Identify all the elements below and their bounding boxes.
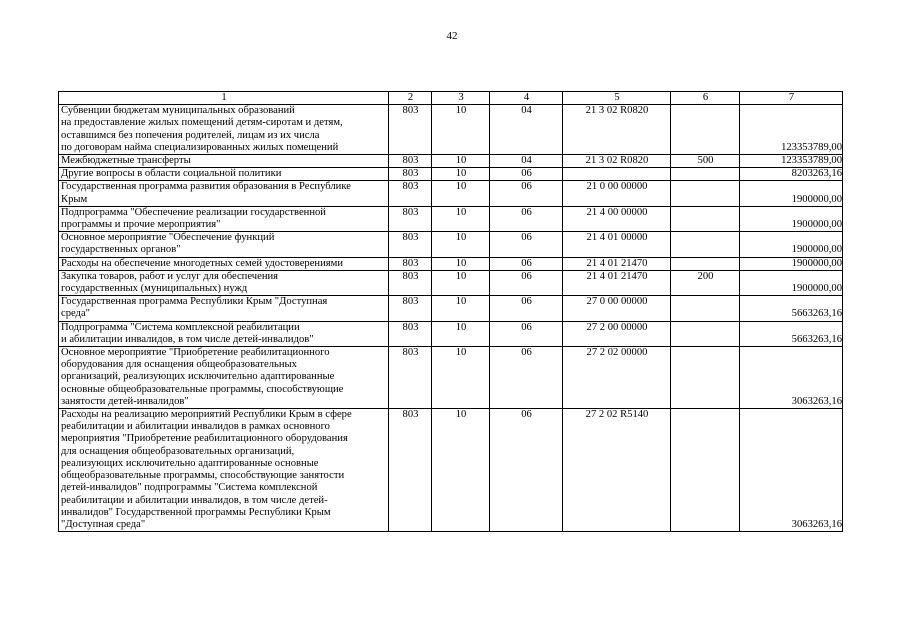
column-header: 4 (490, 92, 563, 105)
ministry-code-cell: 803 (389, 409, 432, 532)
description-cell: Расходы на реализацию мероприятий Республики Крым в сфере реабилитации и абилитации инвалидов в рамках основного мероприятия "Приобретение реабилитационного оборудования для оснащения общеобразовательных организаций, реализующих исключительно адаптированные основные общеобразовательные программы, способствующие занятости детей-инвалидов" подпрограммы "Система комплексной реабилитации и абилитации инвалидов, в том числе детей- инвалидов" Государственной программы Республики Крым "Доступная среда" (59, 409, 389, 532)
amount-cell: 5663263,16 (740, 296, 843, 321)
subsection-code-cell: 06 (490, 232, 563, 257)
target-article-cell: 21 3 02 R0820 (563, 105, 671, 155)
column-header: 3 (432, 92, 490, 105)
budget-table (58, 91, 843, 532)
column-header: 6 (671, 92, 740, 105)
section-code-cell: 10 (432, 270, 490, 295)
table-header-row (59, 92, 843, 105)
description-cell: Основное мероприятие "Обеспечение функций государственных органов" (59, 232, 389, 257)
amount-cell: 5663263,16 (740, 321, 843, 346)
subsection-code-cell: 04 (490, 105, 563, 155)
target-article-cell: 21 4 01 21470 (563, 270, 671, 295)
table-row (59, 347, 843, 409)
target-article-cell: 21 4 00 00000 (563, 206, 671, 231)
ministry-code-cell: 803 (389, 181, 432, 206)
description-cell: Подпрограмма "Обеспечение реализации государственной программы и прочие мероприятия" (59, 206, 389, 231)
target-article-cell: 27 2 02 00000 (563, 347, 671, 409)
section-code-cell: 10 (432, 321, 490, 346)
expense-type-cell (671, 347, 740, 409)
subsection-code-cell: 06 (490, 181, 563, 206)
expense-type-cell (671, 232, 740, 257)
expense-type-cell (671, 321, 740, 346)
section-code-cell: 10 (432, 181, 490, 206)
target-article-cell: 21 0 00 00000 (563, 181, 671, 206)
target-article-cell: 27 2 02 R5140 (563, 409, 671, 532)
table-row (59, 181, 843, 206)
table-row (59, 270, 843, 295)
expense-type-cell (671, 409, 740, 532)
ministry-code-cell: 803 (389, 168, 432, 181)
subsection-code-cell: 06 (490, 270, 563, 295)
table-row (59, 206, 843, 231)
amount-cell: 1900000,00 (740, 257, 843, 270)
table-row (59, 232, 843, 257)
description-cell: Субвенции бюджетам муниципальных образований на предоставление жилых помещений детям-сиротам и детям, оставшимся без попечения родителей, лицам из их числа по договорам найма специализированных жилых помещений (59, 105, 389, 155)
amount-cell: 1900000,00 (740, 232, 843, 257)
subsection-code-cell: 04 (490, 155, 563, 168)
expense-type-cell: 500 (671, 155, 740, 168)
ministry-code-cell: 803 (389, 232, 432, 257)
target-article-cell: 21 4 01 21470 (563, 257, 671, 270)
description-cell: Другие вопросы в области социальной политики (59, 168, 389, 181)
section-code-cell: 10 (432, 105, 490, 155)
subsection-code-cell: 06 (490, 347, 563, 409)
expense-type-cell (671, 206, 740, 231)
ministry-code-cell: 803 (389, 155, 432, 168)
column-header: 5 (563, 92, 671, 105)
subsection-code-cell: 06 (490, 409, 563, 532)
section-code-cell: 10 (432, 155, 490, 168)
ministry-code-cell: 803 (389, 105, 432, 155)
ministry-code-cell: 803 (389, 347, 432, 409)
section-code-cell: 10 (432, 409, 490, 532)
description-cell: Закупка товаров, работ и услуг для обеспечения государственных (муниципальных) нужд (59, 270, 389, 295)
amount-cell: 8203263,16 (740, 168, 843, 181)
section-code-cell: 10 (432, 296, 490, 321)
subsection-code-cell: 06 (490, 168, 563, 181)
description-cell: Подпрограмма "Система комплексной реабилитации и абилитации инвалидов, в том числе детей-инвалидов" (59, 321, 389, 346)
expense-type-cell (671, 181, 740, 206)
table-row (59, 296, 843, 321)
column-header: 2 (389, 92, 432, 105)
description-cell: Основное мероприятие "Приобретение реабилитационного оборудования для оснащения общеобразовательных организаций, реализующих исключительно адаптированные основные общеобразовательные программы, способствующие занятости детей-инвалидов" (59, 347, 389, 409)
table-row (59, 257, 843, 270)
expense-type-cell (671, 168, 740, 181)
target-article-cell: 27 2 00 00000 (563, 321, 671, 346)
table-row (59, 168, 843, 181)
subsection-code-cell: 06 (490, 257, 563, 270)
description-cell: Государственная программа Республики Крым "Доступная среда" (59, 296, 389, 321)
amount-cell: 3063263,16 (740, 409, 843, 532)
expense-type-cell (671, 105, 740, 155)
section-code-cell: 10 (432, 257, 490, 270)
amount-cell: 1900000,00 (740, 206, 843, 231)
amount-cell: 123353789,00 (740, 155, 843, 168)
ministry-code-cell: 803 (389, 321, 432, 346)
description-cell: Государственная программа развития образования в Республике Крым (59, 181, 389, 206)
ministry-code-cell: 803 (389, 257, 432, 270)
table-row (59, 321, 843, 346)
ministry-code-cell: 803 (389, 270, 432, 295)
target-article-cell: 27 0 00 00000 (563, 296, 671, 321)
ministry-code-cell: 803 (389, 206, 432, 231)
subsection-code-cell: 06 (490, 321, 563, 346)
subsection-code-cell: 06 (490, 296, 563, 321)
target-article-cell: 21 4 01 00000 (563, 232, 671, 257)
target-article-cell: 21 3 02 R0820 (563, 155, 671, 168)
section-code-cell: 10 (432, 347, 490, 409)
amount-cell: 123353789,00 (740, 105, 843, 155)
expense-type-cell (671, 257, 740, 270)
page-number: 42 (446, 30, 458, 42)
subsection-code-cell: 06 (490, 206, 563, 231)
table-row (59, 155, 843, 168)
description-cell: Межбюджетные трансферты (59, 155, 389, 168)
section-code-cell: 10 (432, 206, 490, 231)
amount-cell: 1900000,00 (740, 270, 843, 295)
table-row (59, 105, 843, 155)
ministry-code-cell: 803 (389, 296, 432, 321)
section-code-cell: 10 (432, 168, 490, 181)
expense-type-cell: 200 (671, 270, 740, 295)
amount-cell: 1900000,00 (740, 181, 843, 206)
description-cell: Расходы на обеспечение многодетных семей удостоверениями (59, 257, 389, 270)
column-header: 1 (59, 92, 389, 105)
target-article-cell (563, 168, 671, 181)
amount-cell: 3063263,16 (740, 347, 843, 409)
expense-type-cell (671, 296, 740, 321)
section-code-cell: 10 (432, 232, 490, 257)
table-row (59, 409, 843, 532)
column-header: 7 (740, 92, 843, 105)
